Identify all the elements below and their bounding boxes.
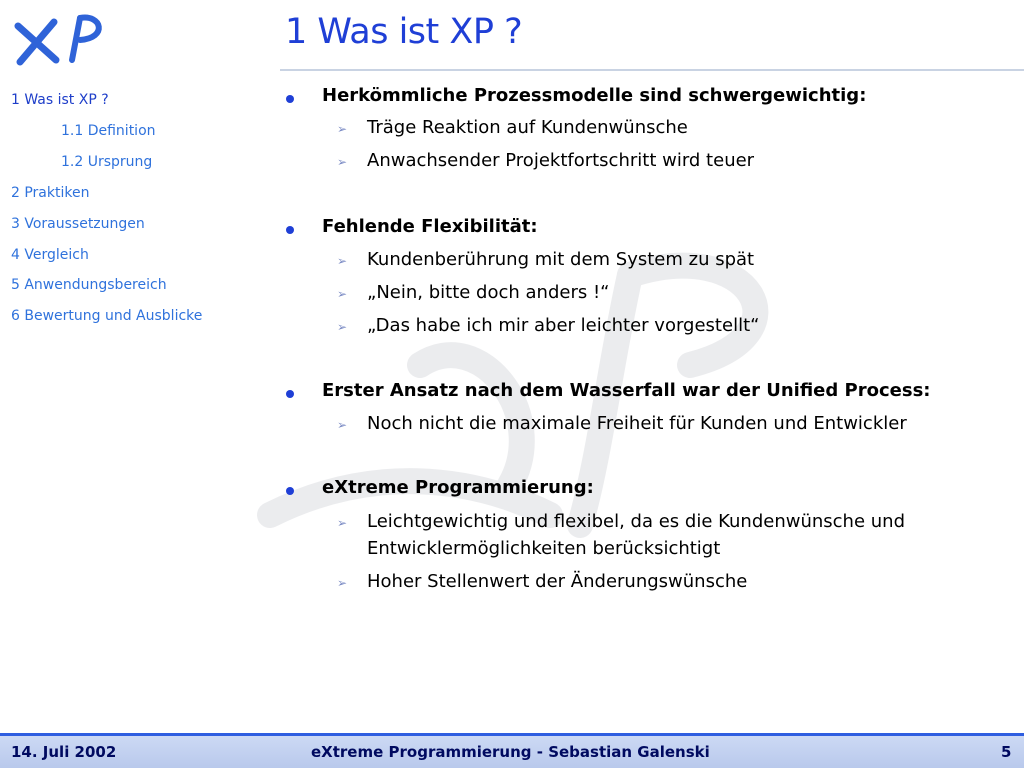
list-item-continuation: Entwicklermöglichkeiten berücksichtigt [367, 538, 721, 559]
section-heading: Herkömmliche Prozessmodelle sind schwergewichtig: [322, 85, 867, 106]
arrow-bullet-icon: ➢ [337, 254, 348, 268]
section-heading: Fehlende Flexibilität: [322, 216, 538, 237]
section-heading: eXtreme Programmierung: [322, 477, 594, 498]
list-item: Leichtgewichtig und flexibel, da es die Kundenwünsche und [367, 511, 906, 532]
sidebar-item-anwendungsbereich[interactable]: 5 Anwendungsbereich [11, 277, 167, 293]
list-item: Träge Reaktion auf Kundenwünsche [367, 117, 688, 138]
sidebar-item-bewertung[interactable]: 6 Bewertung und Ausblicke [11, 308, 203, 324]
page-number: 5 [1001, 743, 1012, 761]
sidebar-item-praktiken[interactable]: 2 Praktiken [11, 185, 90, 201]
slide-title: 1 Was ist XP ? [285, 12, 523, 52]
footer-date: 14. Juli 2002 [11, 743, 117, 761]
list-item: Kundenberührung mit dem System zu spät [367, 249, 755, 270]
slide-footer [0, 733, 1024, 768]
sidebar-item-definition[interactable]: 1.1 Definition [61, 123, 156, 139]
arrow-bullet-icon: ➢ [337, 516, 348, 530]
section-heading: Erster Ansatz nach dem Wasserfall war der Unified Process: [322, 380, 931, 401]
bullet-icon [286, 390, 294, 398]
arrow-bullet-icon: ➢ [337, 155, 348, 169]
footer-title: eXtreme Programmierung - Sebastian Galenski [311, 743, 710, 761]
sidebar-item-vergleich[interactable]: 4 Vergleich [11, 247, 89, 263]
list-item: Noch nicht die maximale Freiheit für Kunden und Entwickler [367, 413, 907, 434]
arrow-bullet-icon: ➢ [337, 576, 348, 590]
bullet-icon [286, 95, 294, 103]
arrow-bullet-icon: ➢ [337, 418, 348, 432]
bullet-icon [286, 487, 294, 495]
list-item: Anwachsender Projektfortschritt wird teuer [367, 150, 755, 171]
arrow-bullet-icon: ➢ [337, 287, 348, 301]
sidebar-item-ursprung[interactable]: 1.2 Ursprung [61, 154, 153, 170]
sidebar-item-voraussetzungen[interactable]: 3 Voraussetzungen [11, 216, 145, 232]
list-item: Hoher Stellenwert der Änderungswünsche [367, 571, 748, 592]
list-item: „Nein, bitte doch anders !“ [367, 282, 610, 303]
list-item: „Das habe ich mir aber leichter vorgestellt“ [367, 315, 760, 336]
slide-content [280, 0, 1024, 720]
sidebar-item-was-ist-xp[interactable]: 1 Was ist XP ? [11, 92, 109, 108]
arrow-bullet-icon: ➢ [337, 122, 348, 136]
xp-logo-icon [10, 8, 110, 70]
arrow-bullet-icon: ➢ [337, 320, 348, 334]
bullet-icon [286, 226, 294, 234]
